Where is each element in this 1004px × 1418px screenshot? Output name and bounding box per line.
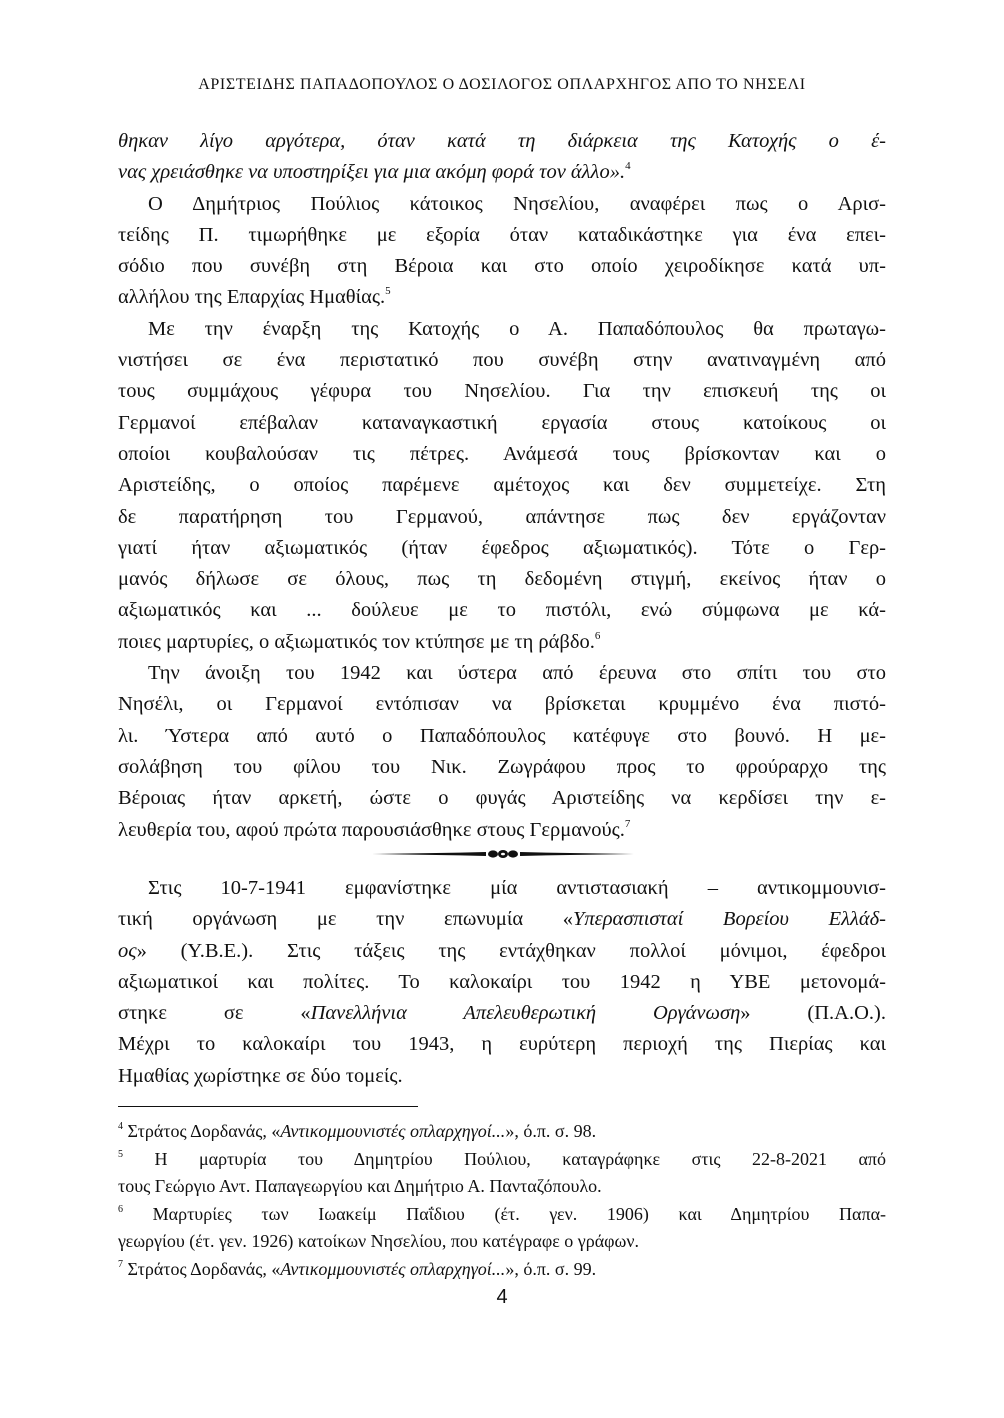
text-span: » (Υ.Β.Ε.). Στις τάξεις της εντάχθηκαν πολλοί μόνιμοι, έφεδροι <box>136 939 886 962</box>
italic-quote-line: θηκαν λίγο αργότερα, όταν κατά τη διάρκεια της Κατοχής ο έ- <box>118 130 886 152</box>
text-line: Μέχρι το καλοκαίρι του 1943, η ευρύτερη περιοχή της Πιερίας και <box>118 1033 886 1056</box>
footnote-title: Αντικομμουνιστές οπλαρχηγοί... <box>280 1258 506 1279</box>
paragraph <box>118 189 886 314</box>
text-span: » (Π.Α.Ο.). <box>740 1002 886 1025</box>
footnote-separator <box>118 1106 418 1107</box>
text-line: Με την έναρξη της Κατοχής ο Α. Παπαδόπουλος θα πρωταγω- <box>148 317 886 340</box>
text-line: Νησέλι, οι Γερμανοί εντόπισαν να βρίσκεται κρυμμένο ένα πιστό- <box>118 693 886 716</box>
text-line: τους συμμάχους γέφυρα του Νησελίου. Για την επισκευή της οι <box>118 380 886 403</box>
main-text <box>118 126 886 846</box>
footnote-5 <box>118 1146 886 1174</box>
paragraph <box>118 873 886 1092</box>
footnote-text: Η μαρτυρία του Δημητρίου Πούλιου, καταγράφηκε στις 22-8-2021 από <box>123 1148 886 1169</box>
footnote-ref: 7 <box>624 817 631 830</box>
footnote-text: », ό.π. σ. 98. <box>505 1121 597 1141</box>
footnote-text: Μαρτυρίες των Ιωακείμ Παΐδιου (έτ. γεν. 1906) και Δημητρίου Παπα- <box>123 1203 886 1224</box>
text-line: τείδης Π. τιμωρήθηκε με εξορία όταν καταδικάστηκε για ένα επει- <box>118 223 886 246</box>
text-line: αξιωματικός και ... δούλευε με το πιστόλι, ενώ σύμφωνα με κά- <box>118 599 886 622</box>
footnote-text: τους Γεώργιο Αντ. Παπαγεωργίου και Δημήτριο Α. Πανταζόπουλο. <box>118 1176 602 1196</box>
footnote-number: 4 <box>118 1121 123 1132</box>
main-text-section <box>118 873 886 1092</box>
footnote-ref: 4 <box>625 160 631 173</box>
text-line: γιατί ήταν αξιωματικός (ήταν έφεδρος αξιωματικός). Τότε ο Γερ- <box>118 536 886 559</box>
footnote-number: 5 <box>118 1148 123 1160</box>
footnote-text: Στράτος Δορδανάς, « <box>123 1258 281 1279</box>
text-line: Αριστείδης, ο οποίος παρέμενε αμέτοχος και δεν συμμετείχε. Στη <box>118 474 886 497</box>
paragraph <box>118 314 886 658</box>
decorative-divider-icon <box>372 849 634 859</box>
text-span: στηκε σε « <box>118 1002 311 1025</box>
footnote-7 <box>118 1256 886 1284</box>
text-line: μανός δήλωσε σε όλους, πως τη δεδομένη στιγμή, εκείνος ήταν ο <box>118 568 886 591</box>
footnote-ref: 5 <box>385 285 391 298</box>
text-line: Ημαθίας χωρίστηκε σε δύο τομείς. <box>118 1064 403 1087</box>
footnote-4 <box>118 1118 886 1146</box>
text-line: λευθερία του, αφού πρώτα παρουσιάσθηκε στους Γερμανούς. <box>118 818 625 841</box>
italic-org-name: Πανελλήνια Απελευθερωτική Οργάνωση <box>310 1002 741 1025</box>
text-line: ποιες μαρτυρίες, ο αξιωματικός τον κτύπησε με τη ράβδο. <box>118 630 595 653</box>
text-line: Την άνοιξη του 1942 και ύστερα από έρευνα στο σπίτι του στο <box>148 662 886 685</box>
text-line: Βέροιας ήταν αρκετή, ώστε ο φυγάς Αριστείδης να κερδίσει την ε- <box>118 787 886 810</box>
text-line: Ο Δημήτριος Πούλιος κάτοικος Νησελίου, αναφέρει πως ο Αρισ- <box>148 192 886 215</box>
page-number: 4 <box>496 1286 508 1308</box>
italic-org-name: Υπερασπισταί Βορείου Ελλάδ- <box>572 908 886 931</box>
paragraph <box>118 658 886 846</box>
text-line: αλλήλου της Επαρχίας Ημαθίας. <box>118 286 386 309</box>
footnote-number: 7 <box>118 1258 123 1270</box>
text-line: νιστήσει σε ένα περιστατικό που συνέβη στην ανατιναγμένη από <box>118 349 886 372</box>
text-line: σολάβηση του φίλου του Νικ. Ζωγράφου προς το φρούραρχο της <box>118 755 886 778</box>
footnotes <box>118 1118 886 1283</box>
footnote-title: Αντικομμουνιστές οπλαρχηγοί... <box>280 1121 506 1141</box>
footnote-number: 6 <box>118 1203 123 1215</box>
text-line: αξιωματικοί και πολίτες. Το καλοκαίρι του 1942 η ΥΒΕ μετονομά- <box>118 970 886 993</box>
footnote-text: γεωργίου (έτ. γεν. 1926) κατοίκων Νησελίου, που κατέγραφε ο γράφων. <box>118 1231 640 1251</box>
text-line: Στις 10-7-1941 εμφανίστηκε μία αντιστασιακή – αντικομμουνισ- <box>148 877 886 899</box>
italic-quote-line: νας χρειάσθηκε να υποστηρίξει για μια ακόμη φορά τον άλλο». <box>118 161 626 184</box>
text-span: τική οργάνωση με την επωνυμία « <box>118 908 573 931</box>
text-line: δε παρατήρηση του Γερμανού, απάντησε πως δεν εργάζονταν <box>118 505 886 528</box>
footnote-text: », ό.π. σ. 99. <box>505 1258 597 1279</box>
footnote-ref: 6 <box>594 629 601 642</box>
text-line: λι. Ύστερα από αυτό ο Παπαδόπουλος κατέφυγε στο βουνό. Η με- <box>118 724 886 747</box>
italic-org-name: ος <box>118 939 137 962</box>
text-line: Γερμανοί επέβαλαν καταναγκαστική εργασία στους κατοίκους οι <box>118 411 886 434</box>
running-header: ΑΡΙΣΤΕΙΔΗΣ ΠΑΠΑΔΟΠΟΥΛΟΣ Ο ΔΟΣΙΛΟΓΟΣ ΟΠΛΑΡΧΗΓΟΣ ΑΠΟ ΤΟ ΝΗΣΕΛΙ <box>198 76 806 93</box>
text-line: οποίοι κουβαλούσαν τις πέτρες. Ανάμεσά τους βρίσκονταν και ο <box>118 442 886 465</box>
footnote-text: Στράτος Δορδανάς, « <box>123 1121 281 1141</box>
paragraph-continued <box>118 126 886 189</box>
text-line: σόδιο που συνέβη στη Βέροια και στο οποίο χειροδίκησε κατά υπ- <box>118 255 886 278</box>
footnote-6 <box>118 1201 886 1229</box>
